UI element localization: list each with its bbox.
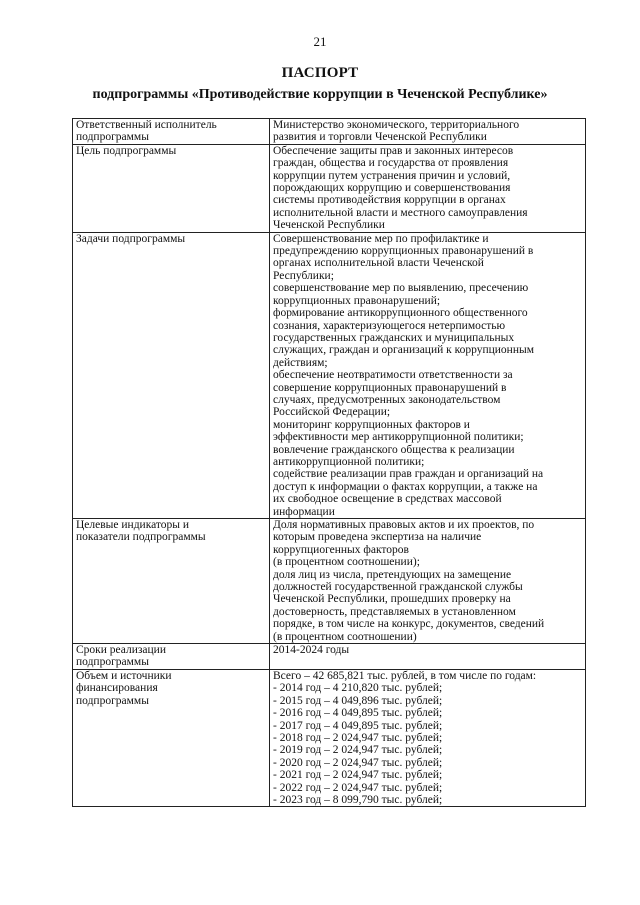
passport-table — [72, 118, 586, 807]
passport-table-body — [73, 119, 586, 807]
row-value-line: предупреждению коррупционных правонарушений в — [273, 245, 534, 258]
row-value-line: государственных гражданских и муниципальных — [273, 331, 515, 344]
row-value-line: - 2017 год – 4 049,895 тыс. рублей; — [273, 719, 443, 732]
row-value-line: случаях, предусмотренных законодательством — [273, 393, 501, 406]
row-value-line: которым проведена экспертиза на наличие — [273, 531, 482, 544]
row-value-line: Доля нормативных правовых актов и их проектов, по — [273, 519, 535, 531]
row-value-line: Чеченской Республики — [273, 219, 385, 232]
row-label-cell — [73, 232, 270, 518]
table-row — [73, 644, 586, 670]
row-value-line: коррупции путем устранения причин и условий, — [273, 169, 511, 182]
table-row — [73, 119, 586, 145]
row-value-line: (в процентном соотношении) — [273, 630, 417, 643]
row-value-line: 2014-2024 годы — [273, 644, 350, 657]
row-label-line: подпрограммы — [76, 131, 149, 144]
row-value-line: их свободное освещение в средствах массовой — [273, 493, 502, 506]
row-value-line: достоверность, представляемых в установленном — [273, 605, 516, 618]
row-value-line: Министерство экономического, территориального — [273, 119, 520, 131]
row-value-line: Всего – 42 685,821 тыс. рублей, в том числе по годам: — [273, 669, 537, 682]
row-value-line: органах исполнительной власти Чеченской — [273, 257, 484, 270]
row-value-line: обеспечение неотвратимости ответственности за — [273, 369, 513, 382]
row-value-line: системы противодействия коррупции в органах — [273, 194, 506, 207]
row-value-line: Республики; — [273, 269, 334, 282]
row-value-line: мониторинг коррупционных факторов и — [273, 418, 470, 431]
row-value-line: должностей государственной гражданской службы — [273, 581, 523, 594]
row-label-cell — [73, 644, 270, 670]
row-value-line: Российской Федерации; — [273, 406, 391, 419]
row-value-line: формирование антикоррупционного общественного — [273, 307, 528, 320]
table-row — [73, 232, 586, 518]
row-label-line: Целевые индикаторы и — [76, 519, 190, 531]
row-value-line: вовлечение гражданского общества к реализации — [273, 443, 515, 456]
document-subtitle: подпрограммы «Противодействие коррупции в Чеченской Республике» — [92, 87, 548, 102]
table-row — [73, 144, 586, 232]
row-value-line: исполнительной власти и местного самоуправления — [273, 206, 528, 219]
row-value-cell — [270, 519, 586, 644]
row-value-line: содействие реализации прав граждан и организаций на — [273, 468, 544, 481]
row-value-line: развития и торговли Чеченской Республики — [273, 131, 487, 144]
row-label-line: Задачи подпрограммы — [76, 232, 186, 245]
row-value-line: - 2018 год – 2 024,947 тыс. рублей; — [273, 731, 443, 744]
row-value-line: совершение коррупционных правонарушений в — [273, 381, 507, 394]
row-label-cell — [73, 144, 270, 232]
row-value-line: информации — [273, 505, 335, 518]
row-value-cell — [270, 144, 586, 232]
row-value-line: - 2022 год – 2 024,947 тыс. рублей; — [273, 781, 443, 794]
row-value-line: граждан, общества и государства от проявления — [273, 157, 509, 170]
row-label-cell — [73, 519, 270, 644]
row-value-line: антикоррупционной политики; — [273, 455, 425, 468]
row-value-line: сознания, характеризующегося нетерпимостью — [273, 319, 506, 332]
row-value-line: - 2023 год – 8 099,790 тыс. рублей; — [273, 793, 443, 806]
row-label-cell — [73, 669, 270, 806]
row-label-line: Объем и источники — [76, 669, 172, 682]
row-value-line: - 2020 год – 2 024,947 тыс. рублей; — [273, 756, 443, 769]
row-label-line: Сроки реализации — [76, 644, 166, 657]
row-value-line: - 2014 год – 4 210,820 тыс. рублей; — [273, 682, 443, 695]
row-value-line: доля лиц из числа, претендующих на замещение — [273, 568, 512, 581]
row-value-line: Чеченской Республики, прошедших проверку на — [273, 593, 511, 606]
document-title: ПАСПОРТ — [281, 65, 359, 81]
row-value-line: действиям; — [273, 356, 328, 369]
row-value-line: Совершенствование мер по профилактике и — [273, 232, 489, 245]
row-value-line: совершенствование мер по выявлению, пресечению — [273, 282, 529, 295]
row-value-cell — [270, 669, 586, 806]
row-value-line: Обеспечение защиты прав и законных интересов — [273, 144, 514, 157]
row-value-line: порождающих коррупцию и совершенствования — [273, 182, 511, 195]
page-number: 21 — [313, 34, 327, 49]
row-value-line: (в процентном соотношении); — [273, 556, 420, 569]
row-label-line: подпрограммы — [76, 656, 149, 669]
row-value-line: - 2021 год – 2 024,947 тыс. рублей; — [273, 769, 443, 782]
row-value-cell — [270, 232, 586, 518]
row-label-line: Цель подпрограммы — [76, 144, 177, 157]
row-value-cell — [270, 119, 586, 145]
row-value-line: - 2015 год – 4 049,896 тыс. рублей; — [273, 694, 443, 707]
table-row — [73, 669, 586, 806]
row-label-line: Ответственный исполнитель — [76, 119, 217, 131]
row-value-line: доступ к информации о фактах коррупции, а также на — [273, 480, 538, 493]
row-value-line: - 2019 год – 2 024,947 тыс. рублей; — [273, 744, 443, 757]
row-label-line: финансирования — [76, 682, 158, 695]
row-value-line: служащих, граждан и организаций к коррупционным — [273, 344, 534, 357]
row-value-line: коррупциогенных факторов — [273, 543, 409, 556]
row-value-cell — [270, 644, 586, 670]
row-value-line: порядке, в том числе на конкурс, документов, сведений — [273, 618, 545, 631]
table-row — [73, 519, 586, 644]
row-label-cell — [73, 119, 270, 145]
row-value-line: эффективности мер антикоррупционной политики; — [273, 431, 524, 444]
row-value-line: коррупционных правонарушений; — [273, 294, 441, 307]
row-label-line: подпрограммы — [76, 694, 149, 707]
row-label-line: показатели подпрограммы — [76, 531, 206, 544]
row-value-line: - 2016 год – 4 049,895 тыс. рублей; — [273, 707, 443, 720]
